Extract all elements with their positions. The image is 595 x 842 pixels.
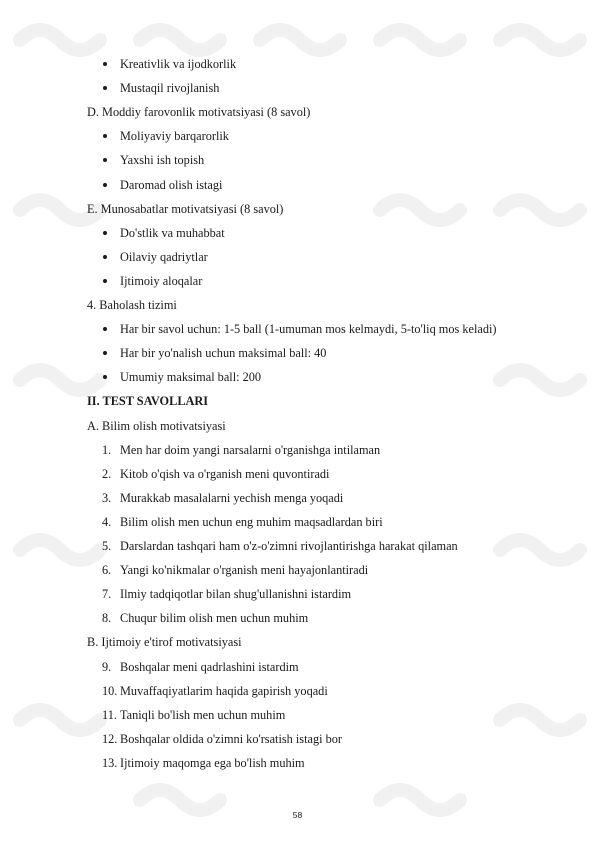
bullet-icon bbox=[103, 327, 107, 331]
bullet-icon bbox=[103, 375, 107, 379]
bullet-icon bbox=[103, 62, 107, 66]
heading-text: II. TEST SAVOLLARI bbox=[87, 394, 209, 409]
question-text: Boshqalar meni qadrlashini istardim bbox=[120, 659, 299, 674]
heading-text: A. Bilim olish motivatsiyasi bbox=[87, 418, 226, 433]
bullet-icon bbox=[103, 231, 107, 235]
question-text: Taniqli bo'lish men uchun muhim bbox=[120, 707, 286, 722]
bullet-text: Do'stlik va muhabbat bbox=[120, 225, 225, 240]
question-number: 11. bbox=[102, 707, 117, 722]
bullet-text: Yaxshi ish topish bbox=[120, 153, 205, 168]
question-number: 7. bbox=[102, 587, 112, 602]
question-number: 3. bbox=[102, 490, 112, 505]
question-number: 5. bbox=[102, 539, 112, 553]
question-text: Kitob o'qish va o'rganish meni quvontiradi bbox=[120, 466, 330, 481]
bullet-text: Mustaqil rivojlanish bbox=[120, 81, 220, 96]
bullet-icon bbox=[103, 86, 107, 90]
question-number: 6. bbox=[102, 563, 112, 578]
bullet-text: Moliyaviy barqarorlik bbox=[120, 129, 229, 144]
page-number: 58 bbox=[292, 810, 303, 820]
question-number: 1. bbox=[102, 442, 112, 457]
question-text: Men har doim yangi narsalarni o'rganishga intilaman bbox=[120, 442, 381, 457]
question-text: Darslardan tashqari ham o'z-o'zimni rivojlantirishga harakat qilaman bbox=[120, 539, 458, 553]
bullet-icon bbox=[103, 351, 107, 355]
question-text: Ilmiy tadqiqotlar bilan shug'ullanishni istardim bbox=[120, 587, 352, 602]
bullet-text: Daromad olish istagi bbox=[120, 177, 223, 192]
heading-text: D. Moddiy farovonlik motivatsiyasi (8 savol) bbox=[87, 105, 311, 120]
question-number: 4. bbox=[102, 514, 112, 529]
heading-text: 4. Baholash tizimi bbox=[87, 298, 177, 312]
question-text: Boshqalar oldida o'zimni ko'rsatish istagi bor bbox=[120, 731, 342, 746]
question-text: Chuqur bilim olish men uchun muhim bbox=[120, 611, 309, 626]
bullet-text: Har bir yo'nalish uchun maksimal ball: 40 bbox=[120, 346, 327, 361]
bullet-icon bbox=[103, 279, 107, 283]
question-text: Yangi ko'nikmalar o'rganish meni hayajonlantiradi bbox=[120, 563, 369, 578]
question-text: Murakkab masalalarni yechish menga yoqadi bbox=[120, 490, 344, 505]
bullet-icon bbox=[103, 134, 107, 138]
question-number: 2. bbox=[102, 466, 112, 481]
bullet-text: Kreativlik va ijodkorlik bbox=[120, 57, 237, 71]
bullet-text: Oilaviy qadriytlar bbox=[120, 249, 208, 264]
question-text: Muvaffaqiyatlarim haqida gapirish yoqadi bbox=[120, 683, 328, 698]
question-number: 8. bbox=[102, 611, 112, 626]
question-number: 10. bbox=[102, 683, 118, 698]
bullet-text: Ijtimoiy aloqalar bbox=[120, 273, 203, 288]
bullet-icon bbox=[103, 255, 107, 259]
question-number: 12. bbox=[102, 731, 118, 746]
question-text: Bilim olish men uchun eng muhim maqsadlardan biri bbox=[120, 514, 383, 529]
bullet-text: Umumiy maksimal ball: 200 bbox=[120, 370, 262, 385]
question-text: Ijtimoiy maqomga ega bo'lish muhim bbox=[120, 755, 305, 770]
question-number: 13. bbox=[102, 755, 118, 770]
bullet-icon bbox=[103, 158, 107, 162]
bullet-text: Har bir savol uchun: 1-5 ball (1-umuman mos kelmaydi, 5-to'liq mos keladi) bbox=[120, 322, 497, 337]
bullet-icon bbox=[103, 183, 107, 187]
question-number: 9. bbox=[102, 659, 112, 674]
heading-text: E. Munosabatlar motivatsiyasi (8 savol) bbox=[87, 201, 284, 216]
heading-text: B. Ijtimoiy e'tirof motivatsiyasi bbox=[87, 635, 242, 650]
